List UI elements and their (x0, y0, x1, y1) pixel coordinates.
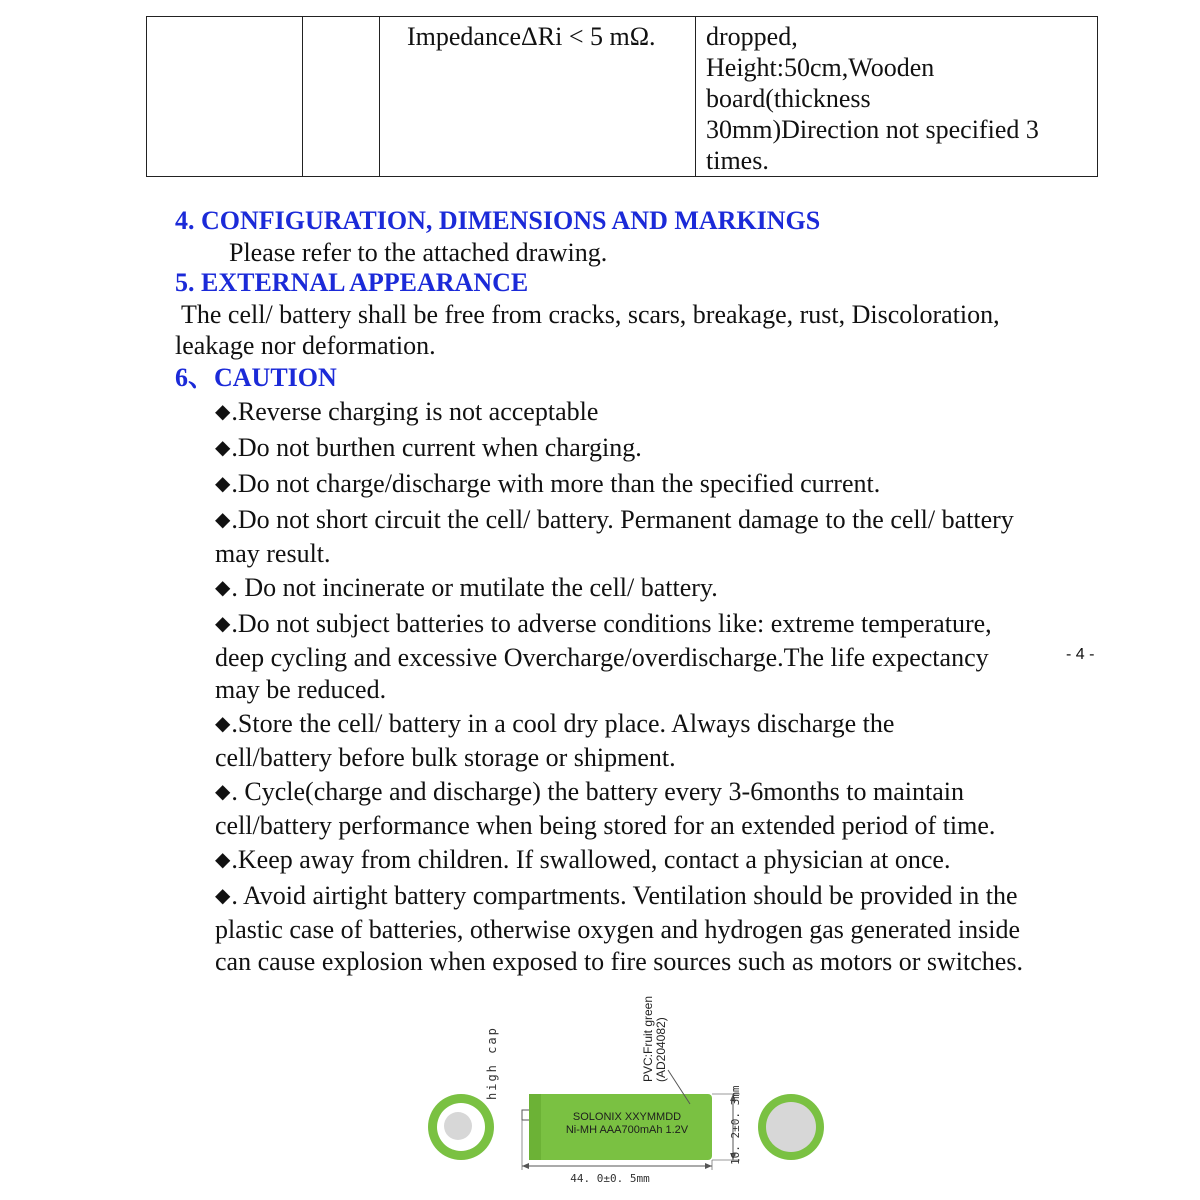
caution-text: .Do not short circuit the cell/ battery. Permanent damage to the cell/ battery (231, 505, 1014, 534)
table-row (147, 17, 1098, 177)
diamond-bullet-icon: ◆ (215, 781, 231, 803)
pvc-label-line-1: PVC:Fruit green (641, 995, 655, 1082)
impedance-text: ImpedanceΔRi < 5 mΩ. (407, 22, 656, 51)
table-cell-empty-1 (147, 17, 303, 177)
caution-text: .Do not subject batteries to adverse conditions like: extreme temperature, (231, 609, 992, 638)
caution-item (215, 396, 1085, 430)
caution-text: plastic case of batteries, otherwise oxygen and hydrogen gas generated inside (215, 915, 1020, 944)
drop-test-line: board(thickness (706, 84, 871, 113)
caution-text: cell/battery before bulk storage or shipment. (215, 743, 676, 772)
caution-text: .Store the cell/ battery in a cool dry place. Always discharge the (231, 709, 895, 738)
caution-item (215, 880, 1085, 978)
diamond-bullet-icon: ◆ (215, 713, 231, 735)
battery-label-line-2: Ni-MH AAA700mAh 1.2V (565, 1124, 689, 1136)
diamond-bullet-icon: ◆ (215, 849, 231, 871)
battery-positive-end-view (428, 1094, 494, 1160)
battery-label-line-1: SOLONIX XXYMMDD (572, 1111, 682, 1123)
negative-terminal (766, 1102, 816, 1152)
caution-text: cell/battery performance when being stored for an extended period of time. (215, 811, 996, 840)
diamond-bullet-icon: ◆ (215, 473, 231, 495)
caution-text: deep cycling and excessive Overcharge/overdischarge.The life expectancy (215, 643, 989, 672)
section-5-body-line-2: leakage nor deformation. (175, 331, 436, 360)
diamond-bullet-icon: ◆ (215, 577, 231, 599)
page-number: - 4 - (1066, 646, 1095, 663)
caution-list (215, 396, 1085, 980)
battery-negative-end-view (758, 1094, 824, 1160)
caution-text: . Cycle(charge and discharge) the battery every 3-6months to maintain (231, 777, 964, 806)
section-4-body: Please refer to the attached drawing. (229, 238, 608, 267)
caution-item (215, 468, 1085, 502)
table-cell-impedance (380, 17, 696, 177)
section-5-body-line-1: The cell/ battery shall be free from cracks, scars, breakage, rust, Discoloration, (181, 300, 1000, 329)
drop-test-text (696, 17, 1097, 176)
drop-test-line: Height:50cm,Wooden (706, 53, 935, 82)
battery-drawing (0, 970, 1200, 1200)
high-cap-label: high cap (485, 1026, 499, 1100)
caution-text: may be reduced. (215, 675, 387, 704)
caution-text: can cause explosion when exposed to fire sources such as motors or switches. (215, 947, 1023, 976)
diamond-bullet-icon: ◆ (215, 885, 231, 907)
battery-cap-nub (522, 1110, 530, 1120)
pvc-label-line-2: (AD204082) (654, 1017, 668, 1082)
caution-item (215, 504, 1085, 570)
diamond-bullet-icon: ◆ (215, 509, 231, 531)
caution-text: .Reverse charging is not acceptable (231, 397, 599, 426)
drop-test-line: 30mm)Direction not specified 3 (706, 115, 1039, 144)
caution-item (215, 432, 1085, 466)
diameter-dim-label: 10. 2±0. 3mm (729, 1085, 742, 1165)
caution-text: . Avoid airtight battery compartments. Ventilation should be provided in the (231, 881, 1018, 910)
section-5-heading: 5. EXTERNAL APPEARANCE (175, 268, 529, 297)
caution-text: .Keep away from children. If swallowed, contact a physician at once. (231, 845, 951, 874)
battery-body (522, 1094, 712, 1160)
spec-table (146, 16, 1098, 177)
caution-item (215, 572, 1085, 606)
battery-shoulder (529, 1094, 541, 1160)
table-cell-drop-test (696, 17, 1098, 177)
caution-text: . Do not incinerate or mutilate the cell/ battery. (231, 573, 718, 602)
caution-text: .Do not charge/discharge with more than the specified current. (231, 469, 881, 498)
diamond-bullet-icon: ◆ (215, 613, 231, 635)
section-6-heading: 6、CAUTION (175, 363, 337, 392)
section-4-heading: 4. CONFIGURATION, DIMENSIONS AND MARKINGS (175, 206, 821, 235)
caution-item (215, 708, 1085, 774)
caution-text: .Do not burthen current when charging. (231, 433, 642, 462)
drop-test-line: dropped, (706, 22, 798, 51)
positive-cap (444, 1112, 472, 1140)
drop-test-line: times. (706, 146, 769, 175)
caution-item (215, 608, 1085, 706)
caution-item (215, 844, 1085, 878)
caution-text: may result. (215, 539, 331, 568)
diamond-bullet-icon: ◆ (215, 437, 231, 459)
battery-drawing-svg (0, 970, 1200, 1200)
diamond-bullet-icon: ◆ (215, 401, 231, 423)
caution-item (215, 776, 1085, 842)
table-cell-empty-2 (303, 17, 380, 177)
length-dim-label: 44. 0±0. 5mm (570, 1172, 650, 1185)
